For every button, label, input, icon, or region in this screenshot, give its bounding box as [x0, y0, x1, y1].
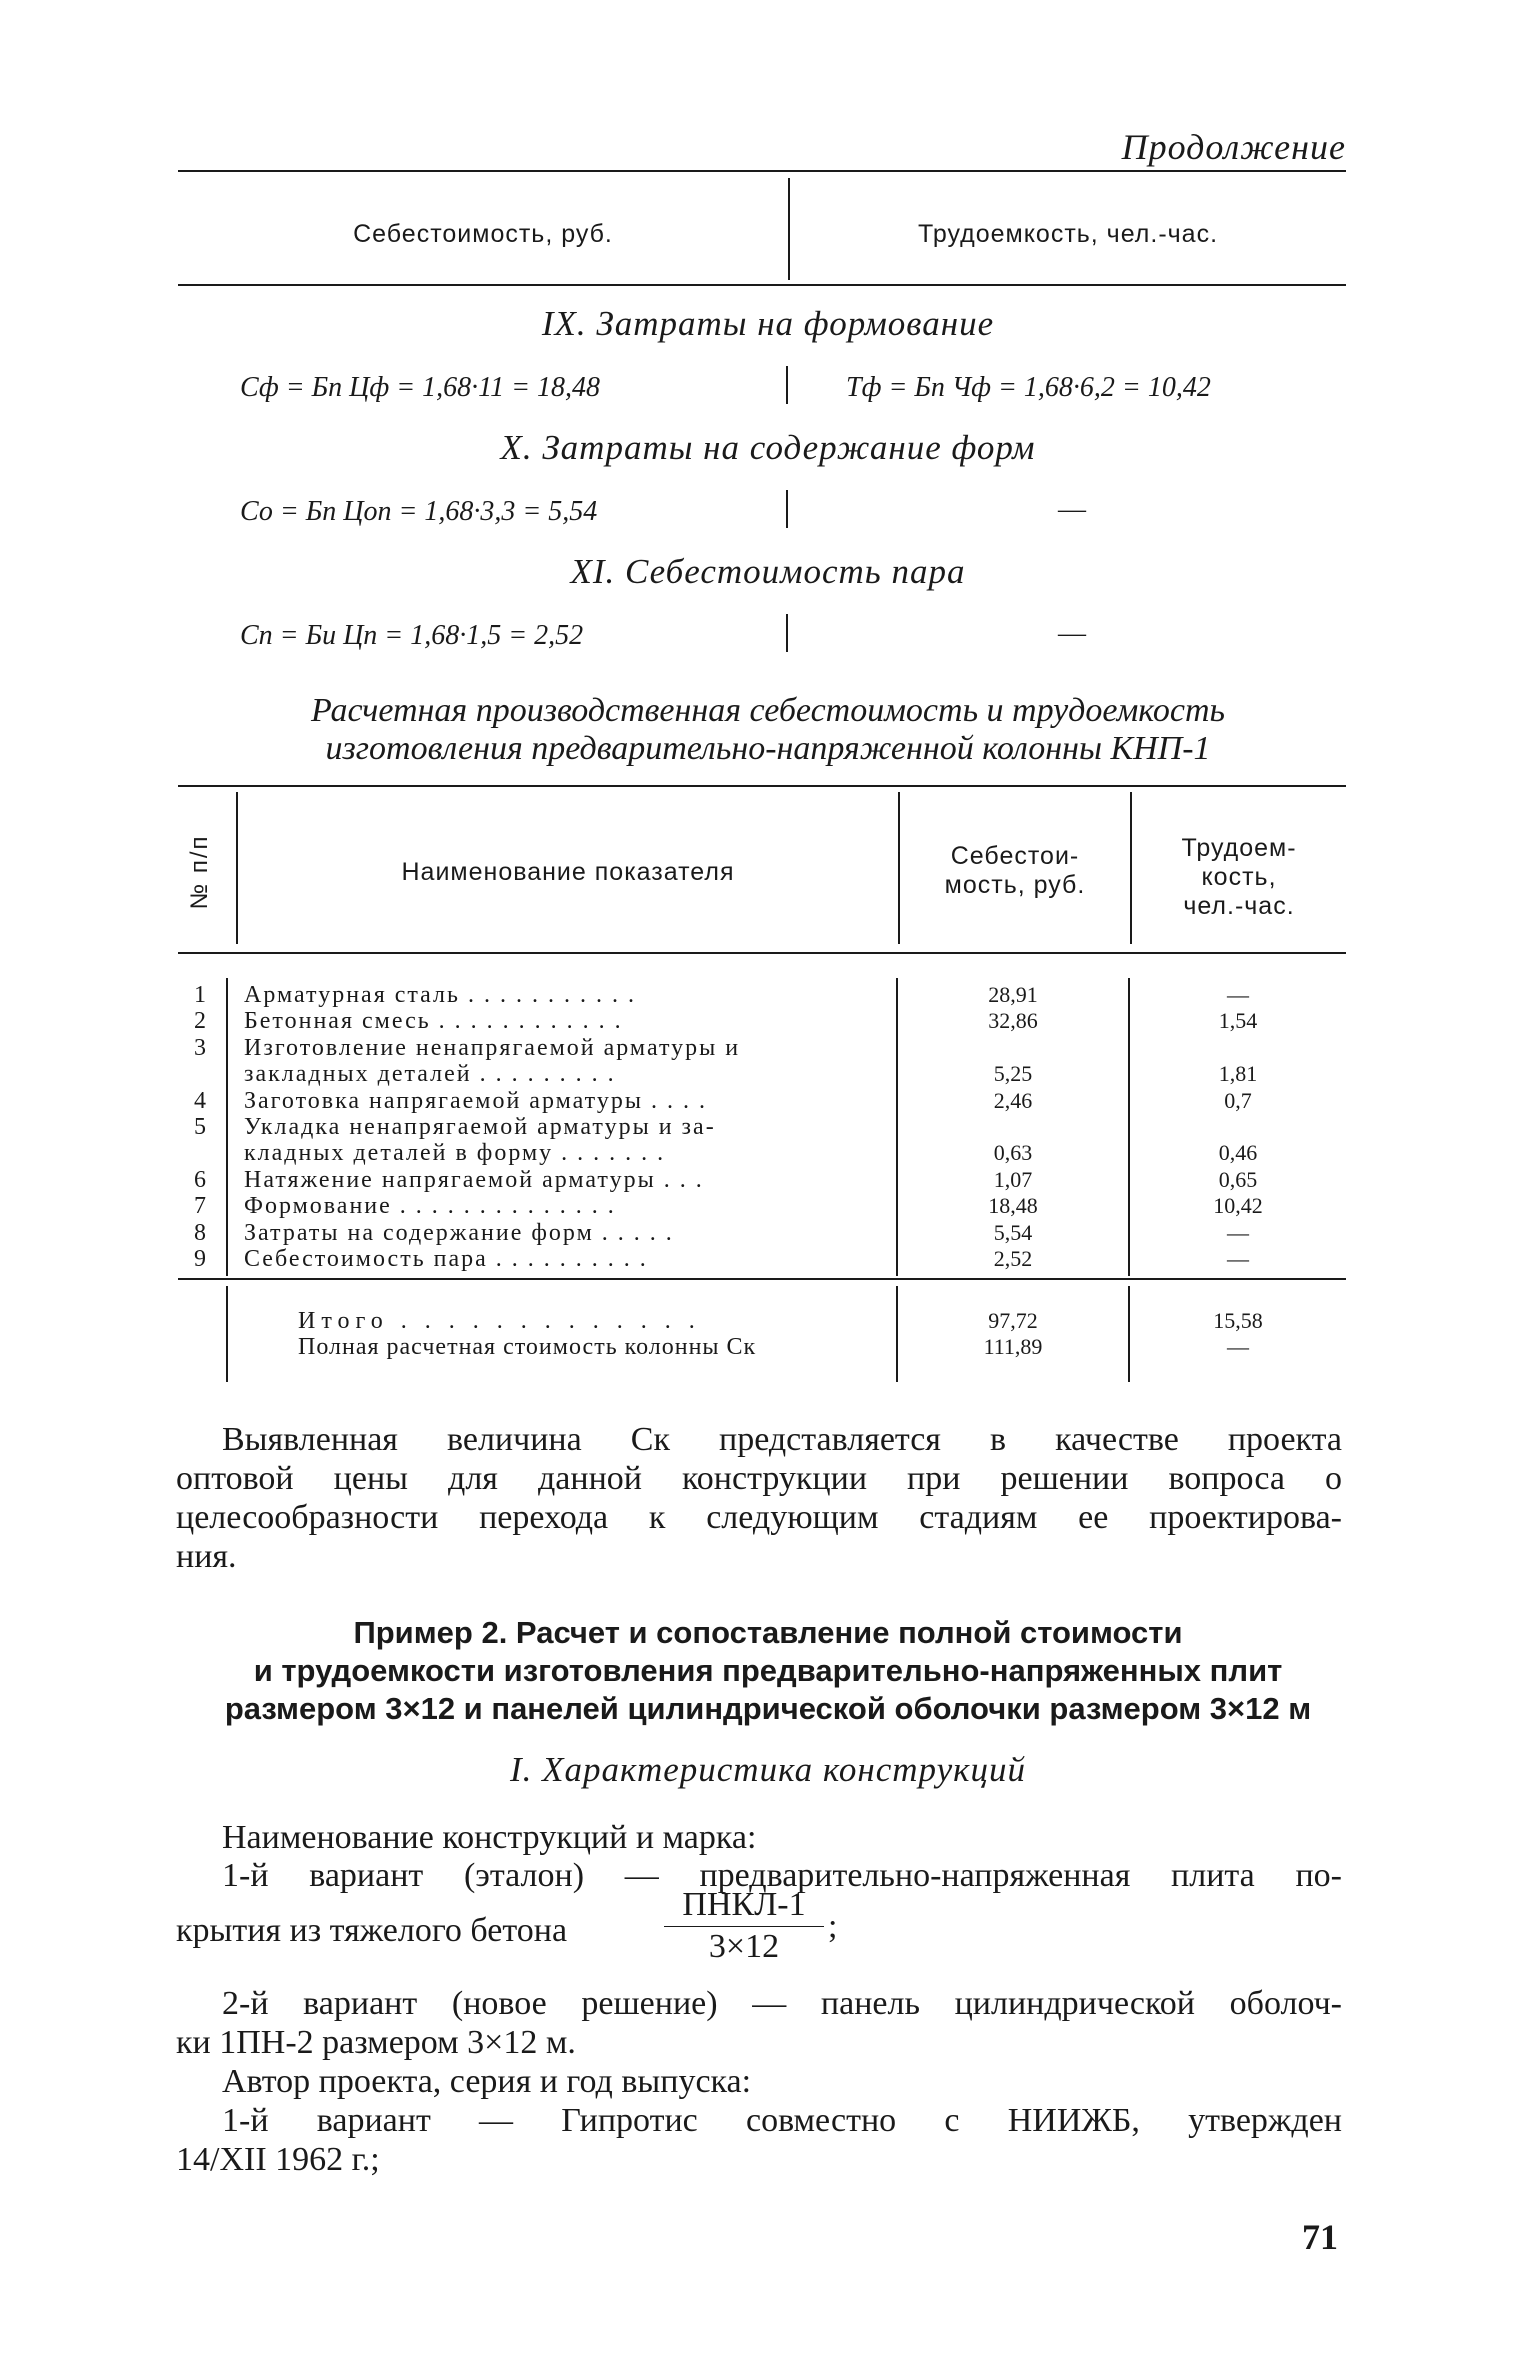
body-col-divider-1: [226, 978, 228, 1276]
row-labor: 0,46: [1218, 1140, 1258, 1166]
continuation-label: Продолжение: [1121, 127, 1346, 167]
example-line3: размером 3×12 и панелей цилиндрической оболочки размером 3×12 м: [224, 1691, 1312, 1726]
example-line2: и трудоемкости изготовления предварительно-напряженных плит: [253, 1653, 1283, 1688]
row-labor: —: [1227, 1246, 1249, 1271]
row-cost: 18,48: [988, 1193, 1038, 1219]
row-labor: —: [1227, 982, 1249, 1007]
row-number: 1: [194, 982, 206, 1008]
header-cost: [900, 842, 1130, 900]
section-i-title: I. Характеристика конструкций: [510, 1750, 1026, 1789]
header-name: Наименование показателя: [401, 858, 735, 886]
header-labor-line3: чел.-час.: [1183, 892, 1295, 920]
p1-line1: Выявленная величина Ск представляется в качестве проекта: [222, 1421, 1342, 1458]
row-name-line: кладных деталей в форму . . . . . . .: [244, 1140, 666, 1167]
page-number: 71: [1302, 2217, 1338, 2257]
fraction-numerator: ПНКЛ-1: [682, 1886, 806, 1923]
main-table-title-line2: изготовления предварительно-напряженной колонны КНП-1: [325, 730, 1211, 767]
total-labor: 15,58: [1213, 1308, 1263, 1333]
row-number: 9: [194, 1246, 206, 1272]
total-label: Итого . . . . . . . . . . . . .: [298, 1308, 701, 1334]
row-labor: 1,81: [1218, 1061, 1258, 1087]
paragraph-wholesale-price: [176, 1420, 1342, 1576]
row-labor: 1,54: [1218, 1008, 1258, 1034]
main-table-title-line1: Расчетная производственная себестоимость и трудоемкость: [310, 692, 1225, 729]
row-cost: 5,25: [993, 1061, 1033, 1087]
formula-molds-labor: —: [1058, 494, 1086, 525]
top-header-rule: [178, 284, 1346, 286]
row-name-line: Бетонная смесь . . . . . . . . . . . .: [244, 1008, 623, 1035]
formula-steam-cost: Сп = Би Цп = 1,68·1,5 = 2,52: [240, 620, 584, 651]
row-cost: 5,54: [993, 1219, 1033, 1245]
header-cost-line1: Себестои-: [950, 842, 1080, 870]
row-name-line: Заготовка напрягаемой арматуры . . . .: [244, 1087, 707, 1114]
row-name-line: Укладка ненапрягаемой арматуры и за-: [244, 1114, 716, 1140]
header-cost-line2: мость, руб.: [944, 871, 1086, 899]
fraction-bar: [664, 1926, 824, 1927]
main-table-header-rule: [178, 952, 1346, 954]
variant1-line2: крытия из тяжелого бетона: [176, 1912, 568, 1949]
formula-molds-cost: Со = Бп Цоп = 1,68·3,3 = 5,54: [240, 496, 598, 527]
row-cost: 32,86: [988, 1008, 1038, 1034]
formula-divider-xi: [786, 614, 788, 652]
full-cost-labor: —: [1227, 1334, 1249, 1359]
row-number: 5: [194, 1114, 206, 1140]
section-ix-title: IX. Затраты на формование: [541, 304, 995, 343]
row-cost: 0,63: [993, 1140, 1033, 1166]
example-heading: [0, 1614, 1536, 1728]
header-labor-line2: кость,: [1201, 863, 1277, 891]
row-name-line: Изготовление ненапрягаемой арматуры и: [244, 1034, 741, 1061]
header-labor-line1: Трудоем-: [1181, 834, 1297, 862]
row-name-line: закладных деталей . . . . . . . . .: [244, 1061, 616, 1088]
row-cost: 1,07: [993, 1166, 1033, 1192]
row-name-line: Затраты на содержание форм . . . . .: [244, 1219, 674, 1246]
row-name-line: Арматурная сталь . . . . . . . . . . .: [244, 982, 636, 1008]
variant1b-line1: 1-й вариант — Гипротис совместно с НИИЖБ, утвержден: [222, 2102, 1342, 2139]
main-table-top-rule: [178, 785, 1346, 787]
row-name-line: Формование . . . . . . . . . . . . . .: [244, 1193, 616, 1220]
row-number: 7: [194, 1193, 206, 1220]
row-number: 4: [194, 1087, 206, 1114]
full-cost-label: Полная расчетная стоимость колонны Ск: [298, 1334, 757, 1360]
row-number: 2: [194, 1008, 206, 1035]
variant2-line2: ки 1ПН-2 размером 3×12 м.: [176, 2024, 576, 2061]
formula-forming-cost: Сф = Бп Цф = 1,68·11 = 18,48: [240, 372, 600, 403]
row-number: 6: [194, 1166, 206, 1193]
formula-divider-ix: [786, 366, 788, 404]
top-col-cost-header: Себестоимость, руб.: [353, 220, 613, 248]
row-labor: 0,65: [1218, 1166, 1258, 1192]
full-cost-value: 111,89: [983, 1334, 1043, 1359]
p1-line4: ния.: [176, 1538, 237, 1575]
row-cost: 28,91: [988, 982, 1038, 1007]
fraction-tail: ;: [828, 1908, 838, 1945]
row-labor: —: [1227, 1219, 1249, 1245]
p1-line3: целесообразности перехода к следующим стадиям ее проектирова-: [176, 1499, 1342, 1536]
formula-steam-labor: —: [1058, 618, 1086, 649]
p1-line2: оптовой цены для данной конструкции при решении вопроса о: [176, 1460, 1342, 1497]
section-xi-title: XI. Себестоимость пара: [570, 552, 966, 591]
row-name-line: Натяжение напрягаемой арматуры . . .: [244, 1166, 704, 1193]
top-rule: [178, 170, 1346, 172]
variant1b-line2: 14/XII 1962 г.;: [176, 2141, 380, 2178]
naming-label: Наименование конструкций и марка:: [222, 1819, 757, 1856]
variant1-line1: 1-й вариант (эталон) — предварительно-напряженная плита по-: [222, 1857, 1342, 1894]
top-col-labor-header: Трудоемкость, чел.-час.: [917, 220, 1219, 248]
header-labor: [1132, 834, 1346, 921]
main-table-body-rule: [178, 1278, 1346, 1280]
formula-forming-labor: Тф = Бп Чф = 1,68·6,2 = 10,42: [846, 372, 1211, 403]
formula-divider-x: [786, 490, 788, 528]
fraction-denominator: 3×12: [708, 1928, 780, 1965]
row-cost: 2,52: [993, 1246, 1033, 1271]
row-number: 3: [194, 1034, 206, 1061]
row-labor: 10,42: [1213, 1193, 1263, 1219]
example-line1: Пример 2. Расчет и сопоставление полной стоимости: [353, 1615, 1183, 1650]
variant2-line1: 2-й вариант (новое решение) — панель цилиндрической оболоч-: [222, 1985, 1342, 2022]
row-name-line: Себестоимость пара . . . . . . . . . .: [244, 1246, 648, 1272]
row-labor: 0,7: [1224, 1087, 1252, 1113]
total-cost: 97,72: [988, 1308, 1038, 1333]
row-cost: 2,46: [993, 1087, 1033, 1113]
total-col-divider-1: [226, 1286, 228, 1382]
row-number: 8: [194, 1219, 206, 1246]
section-x-title: X. Затраты на содержание форм: [500, 428, 1036, 467]
author-label: Автор проекта, серия и год выпуска:: [222, 2063, 752, 2100]
header-num: № п/п: [186, 834, 213, 910]
